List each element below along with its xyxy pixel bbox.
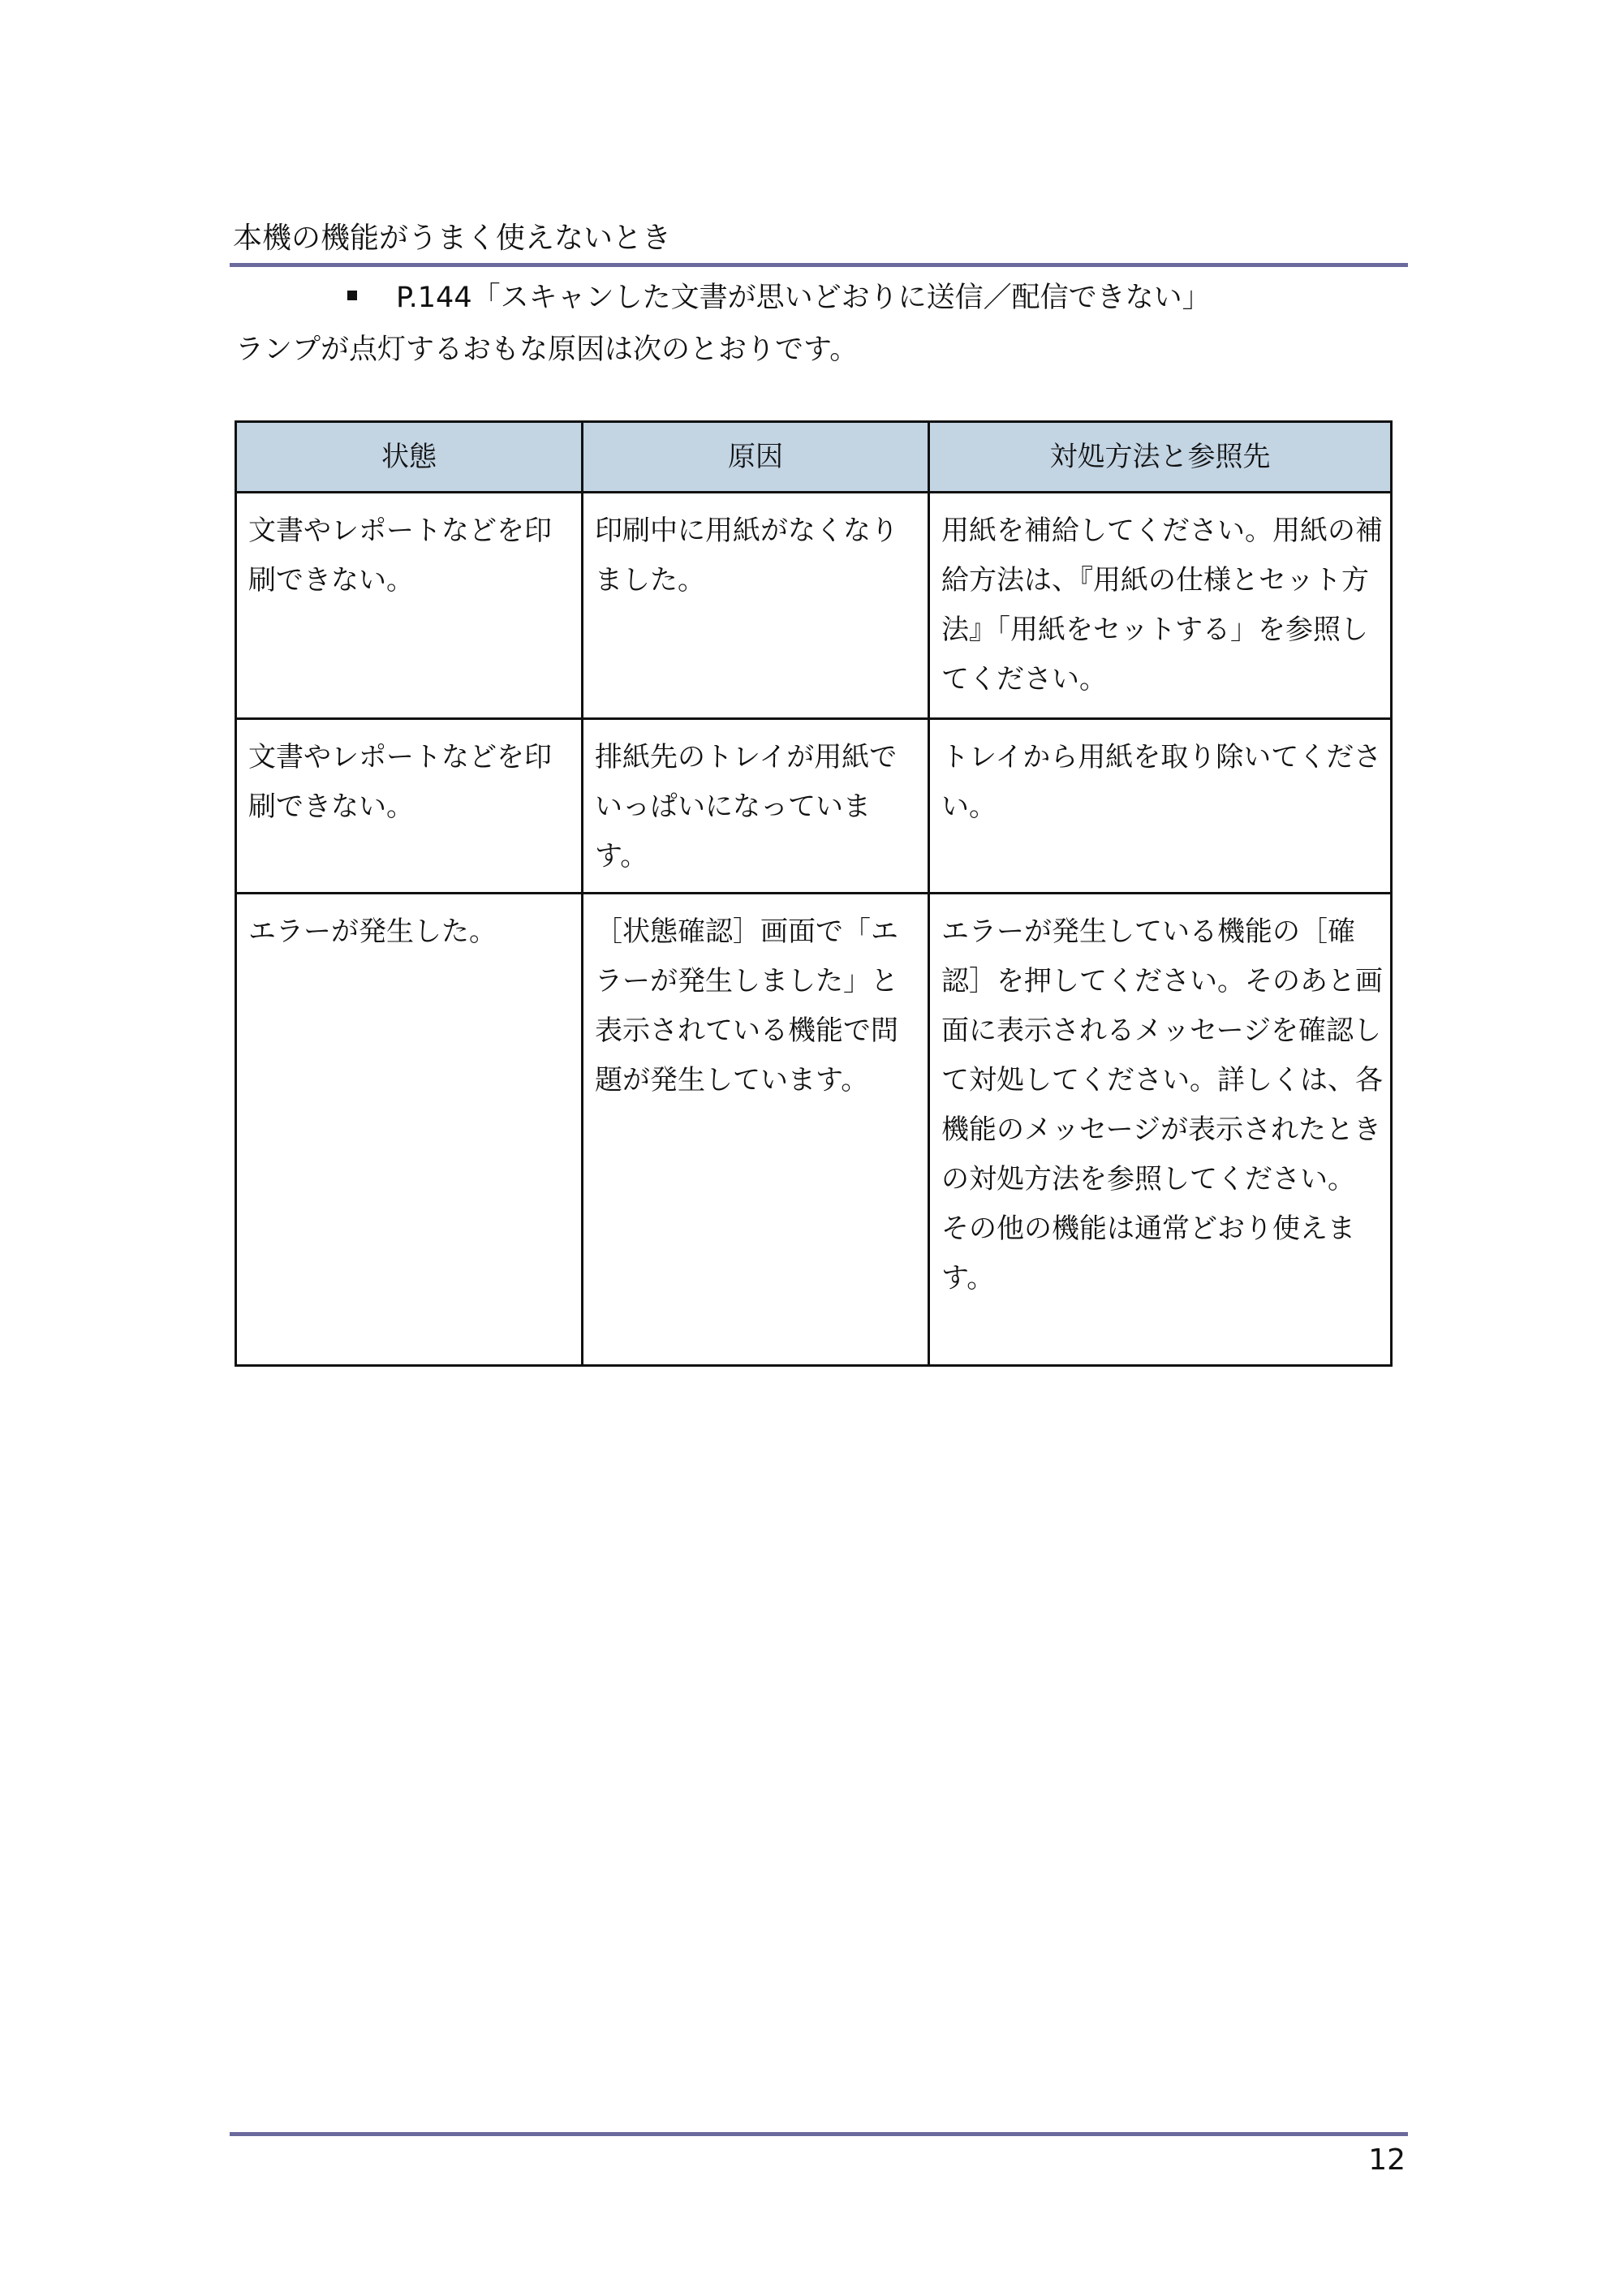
status-table xyxy=(235,420,1393,1367)
square-bullet-icon xyxy=(347,291,357,300)
state-cell: エラーが発生した。 xyxy=(236,894,583,1366)
table-header-row xyxy=(236,422,1392,493)
table-row xyxy=(236,894,1392,1366)
table-row xyxy=(236,719,1392,894)
page-number: 12 xyxy=(1368,2143,1406,2177)
header-cause: 原因 xyxy=(583,422,929,493)
state-cell: 文書やレポートなどを印刷できない。 xyxy=(236,493,583,719)
cause-cell: 印刷中に用紙がなくなりました。 xyxy=(583,493,929,719)
section-title: 本機の機能がうまく使えないとき xyxy=(233,222,672,255)
action-cell xyxy=(929,894,1392,1366)
header-state: 状態 xyxy=(236,422,583,493)
action-text: エラーが発生している機能の［確認］を押してください。そのあと画面に表示されるメッセージを確認して対処してください。詳しくは、各機能のメッセージが表示されたときの対処方法を参照してください。 xyxy=(941,915,1383,1195)
header-rule xyxy=(230,263,1408,267)
state-cell: 文書やレポートなどを印刷できない。 xyxy=(236,719,583,894)
header-action: 対処方法と参照先 xyxy=(929,422,1392,493)
table-row xyxy=(236,493,1392,719)
action-note: その他の機能は通常どおり使えます。 xyxy=(941,1213,1355,1294)
footer-rule xyxy=(230,2132,1408,2136)
reference-item xyxy=(347,279,1211,317)
cause-cell: 排紙先のトレイが用紙でいっぱいになっています。 xyxy=(583,719,929,894)
action-cell: トレイから用紙を取り除いてください。 xyxy=(929,719,1392,894)
intro-text: ランプが点灯するおもな原因は次のとおりです。 xyxy=(235,334,859,366)
cause-cell: ［状態確認］画面で「エラーが発生しました」と表示されている機能で問題が発生しています。 xyxy=(583,894,929,1366)
action-cell: 用紙を補給してください。用紙の補給方法は、『用紙の仕様とセット方法』「用紙をセットする」を参照してください。 xyxy=(929,493,1392,719)
reference-link[interactable]: P.144「スキャンした文書が思いどおりに送信／配信できない」 xyxy=(396,282,1211,314)
